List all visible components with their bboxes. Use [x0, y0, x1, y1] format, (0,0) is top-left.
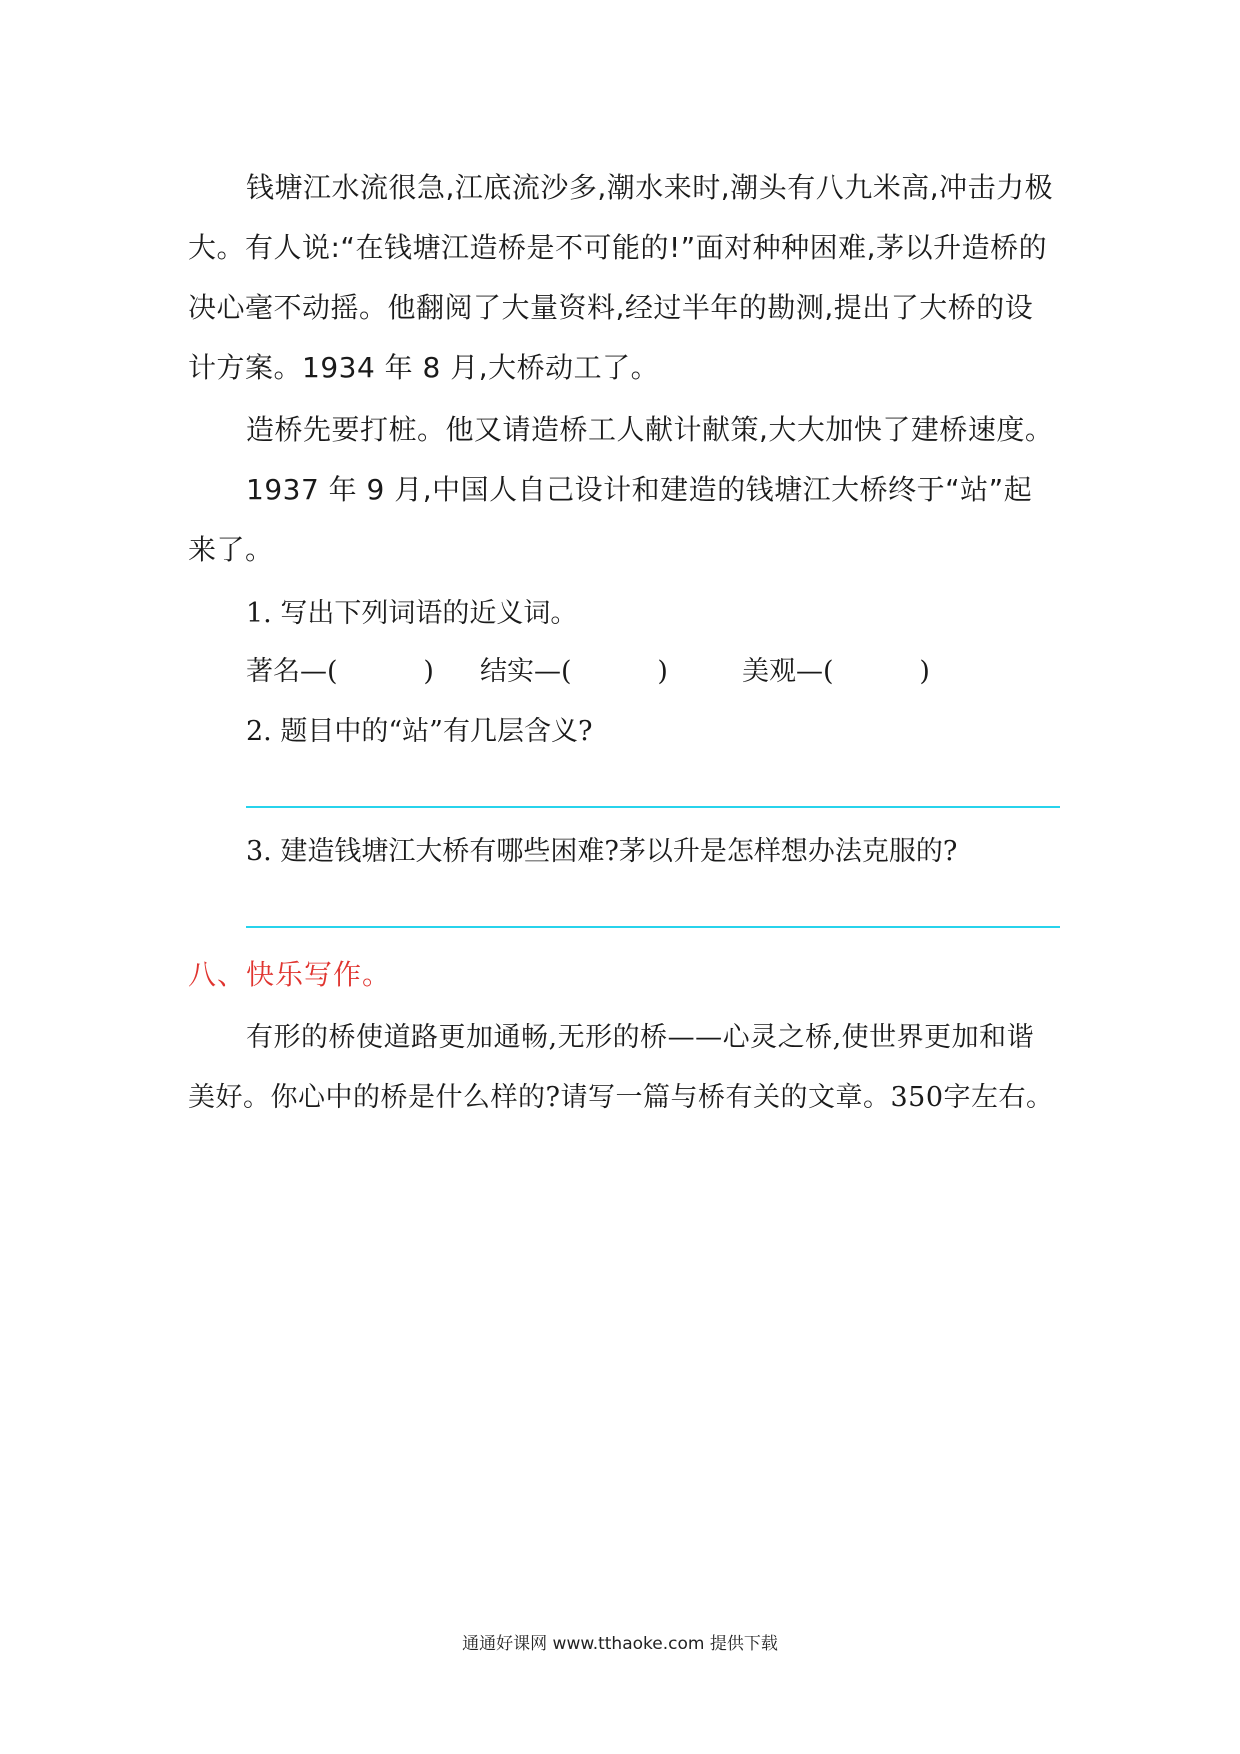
passage-paragraph-2: 造桥先要打桩。他又请造桥工人献计献策,大大加快了建桥速度。: [246, 413, 1054, 446]
question-1: 1. 写出下列词语的近义词。: [246, 598, 578, 629]
question-3: 3. 建造钱塘江大桥有哪些困难?茅以升是怎样想办法克服的?: [246, 836, 958, 867]
writing-prompt: 有形的桥使道路更加通畅,无形的桥——心灵之桥,使世界更加和谐美好。你心中的桥是什么样的?请写一篇与桥有关的文章。350字左右。: [188, 1022, 1054, 1113]
passage-paragraph-3: 1937 年 9 月,中国人自己设计和建造的钱塘江大桥终于“站”起来了。: [188, 473, 1033, 566]
synonym-blank-beautiful[interactable]: 美观—( ): [742, 656, 930, 687]
answer-line-q2[interactable]: [246, 806, 1060, 808]
footer-credit: 通通好课网 www.tthaoke.com 提供下载: [462, 1634, 778, 1654]
section-title-writing: 八、快乐写作。: [188, 958, 392, 991]
question-2: 2. 题目中的“站”有几层含义?: [246, 716, 593, 747]
synonym-blank-sturdy[interactable]: 结实—( ): [480, 656, 668, 687]
answer-line-q3[interactable]: [246, 926, 1060, 928]
synonym-blank-famous[interactable]: 著名—( ): [246, 656, 434, 687]
passage-paragraph-1: 钱塘江水流很急,江底流沙多,潮水来时,潮头有八九米高,冲击力极大。有人说:“在钱塘江造桥是不可能的!”面对种种困难,茅以升造桥的决心毫不动摇。他翻阅了大量资料,经过半年的勘测,提出了大桥的设计方案。1934 年 8 月,大桥动工了。: [188, 171, 1054, 384]
